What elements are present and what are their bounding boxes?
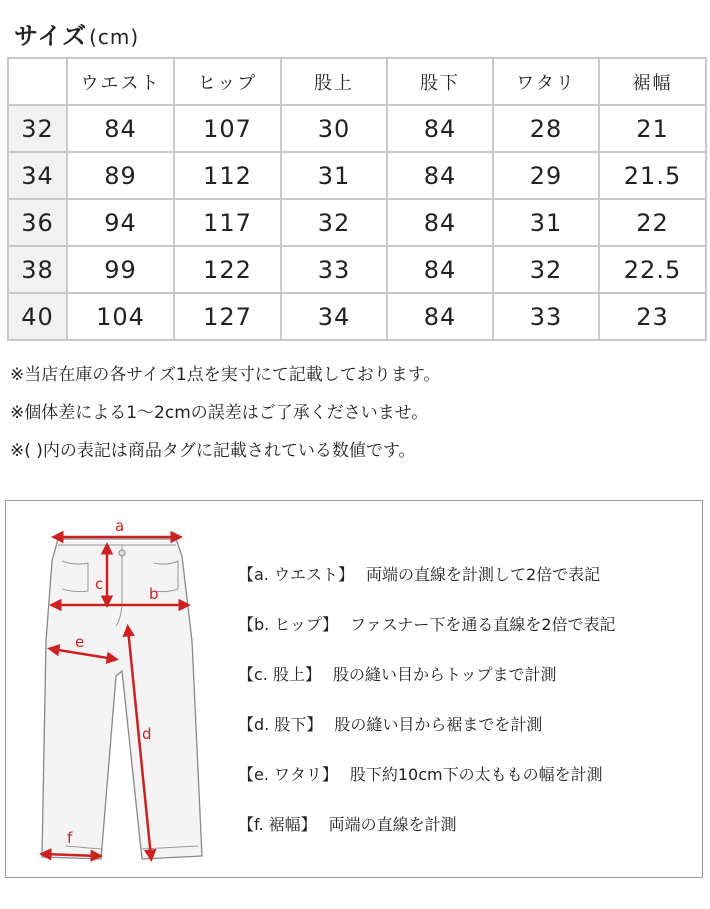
definition-key: 【f. 裾幅】 [238,815,317,834]
table-cell: 34 [281,293,387,340]
definition-key: 【e. ワタリ】 [238,765,338,784]
title-text: サイズ [14,22,88,50]
title-unit: (cm) [89,25,140,49]
definition-desc: 股の縫い目からトップまで計測 [332,665,557,684]
notes [10,356,440,470]
table-cell: 21.5 [599,152,706,199]
note-line: ※個体差による1〜2cmの誤差はご了承くださいませ。 [10,403,429,423]
definition-desc: 両端の直線を計測 [328,815,457,834]
label-e: e [75,633,85,651]
table-row-size: 34 [8,152,67,199]
table-cell: 22.5 [599,246,706,293]
definition-desc: 股下約10cm下の太ももの幅を計測 [349,765,603,784]
table-cell: 112 [174,152,281,199]
label-d: d [142,725,152,743]
table-row [8,293,706,340]
definition-item [238,662,616,712]
note-line: ※( )内の表記は商品タグに記載されている数値です。 [10,441,416,461]
label-f: f [67,829,73,847]
definition-item [238,562,616,612]
definition-desc: ファスナー下を通る直線を2倍で表記 [350,615,616,634]
note-line: ※当店在庫の各サイズ1点を実寸にて記載しております。 [10,365,441,385]
table-cell: 29 [493,152,599,199]
table-cell: 23 [599,293,706,340]
table-cell: 84 [387,246,493,293]
table-cell: 99 [67,246,174,293]
definition-key: 【c. 股上】 [238,665,321,684]
definition-item [238,712,616,762]
table-cell: 84 [67,105,174,152]
table-header-row [8,58,706,105]
definition-key: 【b. ヒップ】 [238,615,339,634]
table-cell: 117 [174,199,281,246]
label-a: a [115,517,125,535]
table-cell: 32 [281,199,387,246]
table-cell: 104 [67,293,174,340]
definition-item [238,762,616,812]
pants-diagram [6,501,236,877]
table-cell: 33 [493,293,599,340]
table-cell: 30 [281,105,387,152]
table-row-size: 38 [8,246,67,293]
table-cell: 89 [67,152,174,199]
definition-item [238,612,616,662]
table-cell: 84 [387,199,493,246]
table-header-thigh: ワタリ [493,58,599,105]
table-header-hem: 裾幅 [599,58,706,105]
table-row [8,246,706,293]
definition-key: 【d. 股下】 [238,715,323,734]
label-c: c [95,575,104,593]
table-row [8,105,706,152]
table-row [8,152,706,199]
table-cell: 31 [493,199,599,246]
table-cell: 122 [174,246,281,293]
table-cell: 28 [493,105,599,152]
table-cell: 94 [67,199,174,246]
table-cell: 21 [599,105,706,152]
page-title [14,16,139,51]
table-cell: 84 [387,293,493,340]
table-cell: 31 [281,152,387,199]
definition-item [238,812,616,862]
label-b: b [149,585,159,603]
definition-key: 【a. ウエスト】 [238,565,354,584]
definitions-list [238,562,616,862]
measurement-guide [5,500,703,878]
button-icon [119,550,125,556]
table-header-rise: 股上 [281,58,387,105]
table-cell: 32 [493,246,599,293]
table-cell: 127 [174,293,281,340]
definition-desc: 両端の直線を計測して2倍で表記 [365,565,601,584]
table-header-corner [8,58,67,105]
table-header-waist: ウエスト [67,58,174,105]
table-cell: 33 [281,246,387,293]
table-header-hip: ヒップ [174,58,281,105]
size-table [7,57,707,341]
table-cell: 107 [174,105,281,152]
table-row-size: 32 [8,105,67,152]
definition-desc: 股の縫い目から裾までを計測 [334,715,543,734]
table-cell: 84 [387,152,493,199]
table-row [8,199,706,246]
table-cell: 22 [599,199,706,246]
table-header-inseam: 股下 [387,58,493,105]
table-row-size: 40 [8,293,67,340]
table-cell: 84 [387,105,493,152]
table-row-size: 36 [8,199,67,246]
